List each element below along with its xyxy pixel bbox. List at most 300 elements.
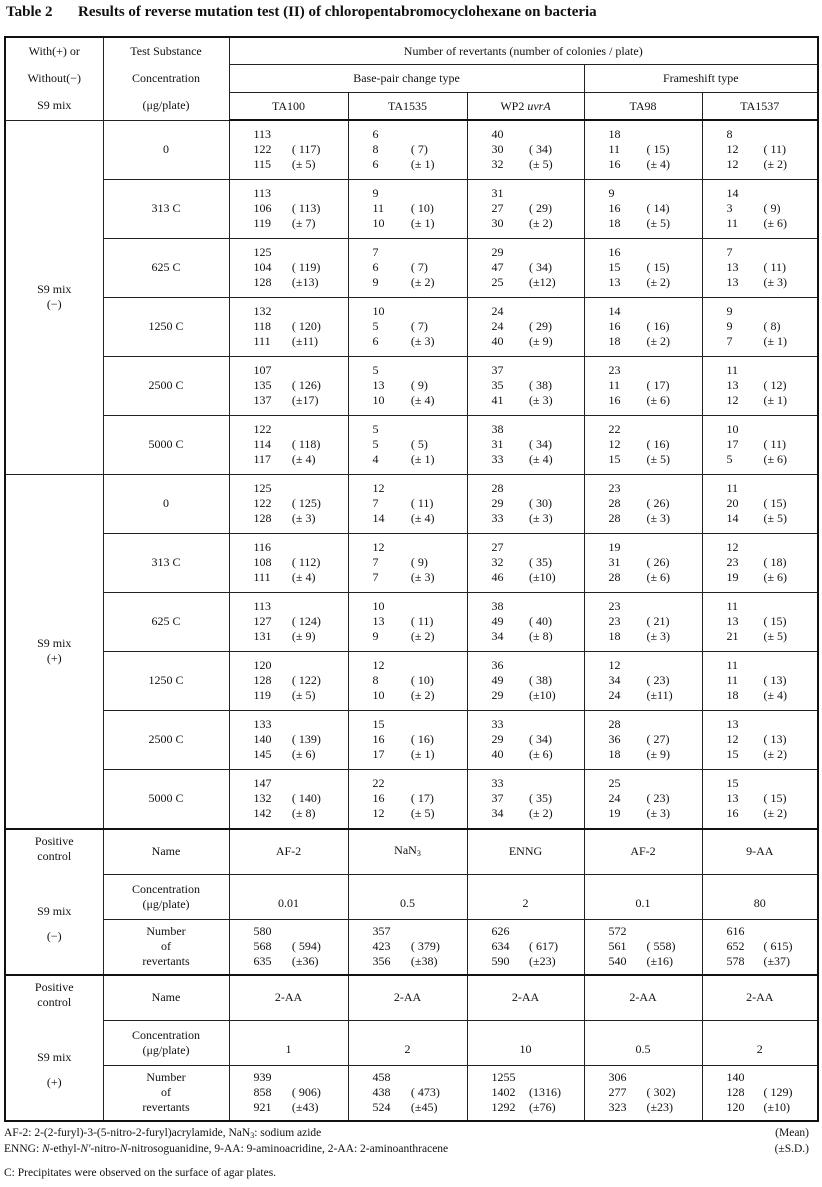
- sd-value: (± 2): [410, 688, 435, 702]
- plate-line: [492, 629, 584, 644]
- plate-line: [609, 216, 702, 231]
- plate-count: 5: [372, 437, 379, 451]
- plate-line: [727, 540, 818, 555]
- plate-count: 27: [491, 201, 504, 215]
- plate-line: [492, 260, 584, 275]
- plate-line: [727, 673, 818, 688]
- plate-line: [254, 747, 348, 762]
- num-label-text-line: Number: [146, 924, 186, 938]
- plate-count: 28: [608, 496, 621, 510]
- s9-group-text-line: (+): [46, 651, 62, 665]
- sd-value: (±17): [291, 393, 319, 407]
- plate-line: [727, 555, 818, 570]
- revertant-values: [703, 245, 818, 290]
- plate-line: [609, 157, 702, 172]
- plate-line: [609, 747, 702, 762]
- revertant-values: [468, 481, 584, 526]
- control-revertant-cell: [229, 919, 348, 975]
- plate-count: 145: [253, 747, 272, 761]
- positive-control-label: [5, 829, 103, 975]
- plate-line: [492, 319, 584, 334]
- mean-value: ( 473): [410, 1085, 440, 1099]
- revertant-cell: [702, 297, 818, 356]
- plate-line: [254, 260, 348, 275]
- mean-value: ( 30): [529, 496, 553, 510]
- plate-count: 652: [726, 939, 745, 953]
- sd-value: (± 5): [763, 629, 788, 643]
- plate-count: 107: [253, 363, 272, 377]
- plate-count: 921: [253, 1100, 272, 1114]
- revertant-cell: [584, 238, 702, 297]
- plate-line: [254, 319, 348, 334]
- concentration-cell: 1250 C: [103, 297, 229, 356]
- revertant-values: [585, 127, 702, 172]
- plate-line: [373, 599, 467, 614]
- plate-line: [727, 954, 818, 969]
- plate-count: 16: [608, 157, 621, 172]
- plate-count: 14: [726, 511, 739, 525]
- sd-value: (± 5): [291, 688, 316, 702]
- mean-value: ( 124): [291, 614, 321, 628]
- label-spacer: [6, 864, 103, 904]
- revertant-values: [468, 127, 584, 172]
- sd-value: (± 1): [763, 393, 788, 407]
- plate-count: 12: [372, 481, 385, 495]
- sd-value: (±10): [529, 570, 556, 584]
- table-number: Table 2: [6, 4, 53, 20]
- sd-value: (± 4): [291, 452, 316, 466]
- concentration-cell: 625 C: [103, 238, 229, 297]
- sd-value: (±23): [529, 954, 556, 968]
- sd-value: (±13): [291, 275, 319, 289]
- s9-header-text-line: With(+) or: [28, 44, 80, 59]
- plate-line: [609, 629, 702, 644]
- mean-value: ( 5): [410, 437, 428, 451]
- revertant-values: [585, 186, 702, 231]
- positive-s9-text-line: S9 mix: [37, 1049, 72, 1064]
- revertant-cell: [229, 651, 348, 710]
- plate-line: [373, 260, 467, 275]
- num-label-text-line: of: [161, 1085, 171, 1099]
- footnote-3: [4, 1165, 817, 1181]
- revertant-values: [585, 422, 702, 467]
- table-row: [5, 710, 818, 769]
- plate-line: [727, 791, 818, 806]
- mean-value: ( 594): [291, 939, 321, 953]
- mean-value: (1316): [529, 1085, 562, 1099]
- plate-count: 29: [491, 732, 504, 746]
- revertant-values: [468, 924, 584, 969]
- revertant-values: [585, 599, 702, 644]
- mean-value: ( 11): [763, 260, 786, 274]
- revertant-values: [349, 422, 467, 467]
- frameshift-header: Frameshift type: [584, 65, 818, 93]
- plate-count: 5: [372, 319, 379, 333]
- plate-line: [373, 570, 467, 585]
- mean-value: ( 26): [646, 555, 670, 569]
- plate-line: [254, 1085, 348, 1100]
- revertant-cell: [348, 120, 467, 179]
- plate-line: [373, 393, 467, 408]
- revertant-cell: [702, 120, 818, 179]
- plate-count: 13: [726, 275, 739, 289]
- plate-count: 12: [726, 142, 739, 157]
- s9-header-text: [6, 38, 103, 119]
- mean-value: ( 35): [529, 791, 553, 805]
- plate-count: 140: [253, 732, 272, 746]
- revertant-values: [703, 1070, 818, 1115]
- plate-count: 28: [608, 511, 621, 525]
- plate-line: [254, 245, 348, 260]
- plate-line: [609, 334, 702, 349]
- plate-line: [373, 939, 467, 954]
- plate-count: 117: [253, 452, 272, 466]
- mean-value: ( 29): [529, 319, 553, 333]
- revertant-cell: [229, 356, 348, 415]
- plate-count: 34: [491, 629, 504, 643]
- revertant-values: [468, 717, 584, 762]
- plate-count: 5: [726, 452, 733, 466]
- plate-line: [492, 555, 584, 570]
- conc-header-text-line: Concentration: [132, 71, 200, 86]
- control-revertant-cell: [348, 919, 467, 975]
- plate-line: [254, 614, 348, 629]
- sd-value: (± 1): [410, 747, 435, 761]
- plate-count: 113: [253, 186, 272, 200]
- sd-value: (±16): [646, 954, 674, 968]
- plate-count: 13: [726, 378, 739, 392]
- revertant-values: [585, 717, 702, 762]
- footnote-abbrev-2: ENNG: N-ethyl-N'-nitro-N-nitrosoguanidine, 9-AA: 9-aminoacridine, 2-AA: 2-aminoanthracene: [4, 1143, 449, 1155]
- mean-value: ( 21): [646, 614, 670, 628]
- sd-value: (± 6): [646, 393, 671, 407]
- mean-value: ( 16): [646, 319, 670, 333]
- plate-count: 128: [253, 275, 272, 289]
- mean-value: ( 8): [763, 319, 781, 333]
- plate-line: [373, 378, 467, 393]
- revertant-cell: [229, 179, 348, 238]
- plate-line: [254, 732, 348, 747]
- control-concentration: 0.1: [584, 874, 702, 919]
- plate-count: 108: [253, 555, 272, 569]
- revertant-values: [349, 924, 467, 969]
- plate-count: 128: [253, 673, 272, 687]
- revertant-values: [468, 658, 584, 703]
- plate-line: [609, 245, 702, 260]
- sd-value: (± 4): [410, 393, 435, 407]
- mean-value: ( 40): [529, 614, 553, 628]
- revertant-cell: [702, 415, 818, 474]
- plate-line: [609, 924, 702, 939]
- sd-value: (± 6): [291, 747, 316, 761]
- plate-count: 7: [372, 496, 379, 510]
- plate-line: [373, 791, 467, 806]
- control-concentration: 1: [229, 1020, 348, 1065]
- plate-count: 118: [253, 319, 272, 333]
- plate-line: [492, 673, 584, 688]
- plate-line: [254, 496, 348, 511]
- plate-line: [373, 216, 467, 231]
- mean-value: ( 26): [646, 496, 670, 510]
- plate-line: [373, 924, 467, 939]
- plate-count: 11: [726, 363, 739, 377]
- s9-group-text-line: (−): [46, 297, 62, 311]
- plate-count: 18: [608, 747, 621, 761]
- mean-value: ( 17): [410, 791, 434, 805]
- plate-count: 122: [253, 496, 272, 510]
- s9-group-text: [6, 636, 103, 666]
- mean-value: ( 118): [291, 437, 321, 451]
- plate-count: 423: [372, 939, 391, 953]
- sd-value: (± 2): [646, 334, 671, 348]
- sd-value: (± 5): [529, 157, 553, 172]
- plate-count: 12: [372, 658, 385, 672]
- plate-count: 135: [253, 378, 272, 392]
- plate-count: 13: [372, 614, 385, 628]
- revertant-cell: [467, 356, 584, 415]
- revertant-values: [703, 186, 818, 231]
- plate-count: 5: [372, 363, 379, 377]
- revertant-cell: [467, 179, 584, 238]
- plate-count: 104: [253, 260, 272, 274]
- plate-count: 8: [726, 127, 733, 142]
- plate-count: 28: [608, 717, 621, 731]
- mean-value: ( 140): [291, 791, 321, 805]
- revertant-cell: [584, 474, 702, 533]
- sd-value: (± 1): [410, 157, 435, 172]
- plate-count: 19: [726, 570, 739, 584]
- num-label-text: [104, 924, 229, 969]
- mean-value: ( 12): [763, 378, 787, 392]
- plate-count: 306: [608, 1070, 627, 1084]
- revertant-values: [230, 658, 348, 703]
- plate-count: 1402: [491, 1085, 516, 1099]
- plate-count: 7: [372, 555, 379, 569]
- s9-group-text-line: S9 mix: [37, 282, 72, 296]
- revertant-values: [703, 924, 818, 969]
- plate-count: 133: [253, 717, 272, 731]
- sd-value: (± 1): [763, 334, 788, 348]
- plate-line: [727, 939, 818, 954]
- plate-count: 29: [491, 496, 504, 510]
- plate-line: [609, 791, 702, 806]
- sd-value: (± 9): [646, 747, 671, 761]
- plate-count: 10: [372, 688, 385, 702]
- revertant-cell: [348, 356, 467, 415]
- plate-count: 12: [726, 540, 739, 554]
- mean-value: ( 119): [291, 260, 321, 274]
- plate-count: 22: [372, 776, 385, 790]
- plate-count: 18: [608, 629, 621, 643]
- plate-line: [609, 363, 702, 378]
- plate-line: [727, 614, 818, 629]
- plate-count: 38: [491, 599, 504, 613]
- conc-label-text-line: (μg/plate): [142, 1042, 190, 1057]
- plate-count: 10: [372, 393, 385, 407]
- plate-line: [254, 275, 348, 290]
- plate-line: [609, 437, 702, 452]
- plate-count: 17: [372, 747, 385, 761]
- plate-line: [727, 378, 818, 393]
- revertant-values: [585, 540, 702, 585]
- plate-line: [373, 201, 467, 216]
- plate-count: 12: [608, 658, 621, 672]
- mean-value: ( 7): [410, 319, 428, 333]
- sd-value: (± 6): [763, 216, 788, 230]
- plate-count: 116: [253, 540, 272, 554]
- mean-value: ( 112): [291, 555, 321, 569]
- table-caption: Results of reverse mutation test (II) of chloropentabromocyclohexane on bacteria: [78, 4, 597, 20]
- revertant-values: [468, 245, 584, 290]
- sd-value: (± 2): [529, 806, 553, 820]
- plate-count: 18: [726, 688, 739, 702]
- revertant-cell: [467, 710, 584, 769]
- plate-count: 3: [726, 201, 733, 215]
- plate-line: [254, 393, 348, 408]
- plate-line: [373, 806, 467, 821]
- plate-line: [609, 776, 702, 791]
- revertant-cell: [229, 533, 348, 592]
- s9-header: [5, 37, 103, 120]
- mean-value: ( 122): [291, 673, 321, 687]
- plate-line: [727, 806, 818, 821]
- plate-line: [373, 363, 467, 378]
- control-name: AF-2: [229, 829, 348, 875]
- plate-line: [609, 688, 702, 703]
- plate-count: 125: [253, 245, 272, 259]
- plate-line: [254, 717, 348, 732]
- plate-count: 12: [608, 437, 621, 451]
- plate-line: [373, 776, 467, 791]
- plate-line: [492, 806, 584, 821]
- revertant-cell: [702, 238, 818, 297]
- plate-count: 18: [608, 334, 621, 348]
- plate-count: 128: [253, 511, 272, 525]
- plate-count: 13: [726, 791, 739, 805]
- plate-line: [492, 363, 584, 378]
- revertant-cell: [229, 474, 348, 533]
- plate-line: [492, 688, 584, 703]
- table-row: [5, 1020, 818, 1065]
- plate-line: [727, 245, 818, 260]
- plate-count: 7: [726, 245, 733, 259]
- plate-count: 37: [491, 363, 504, 377]
- sd-value: (± 2): [763, 157, 788, 172]
- strain-header: TA100: [229, 93, 348, 121]
- footnote-mean: (Mean): [775, 1127, 809, 1139]
- strain-header: TA1535: [348, 93, 467, 121]
- plate-line: [492, 791, 584, 806]
- num-label-text-line: of: [161, 939, 171, 953]
- mean-value: ( 16): [646, 437, 670, 451]
- plate-line: [373, 157, 467, 172]
- conc-header-text: [104, 38, 229, 119]
- sd-value: (±10): [763, 1100, 791, 1114]
- plate-line: [727, 393, 818, 408]
- plate-line: [254, 334, 348, 349]
- plate-count: 357: [372, 924, 391, 938]
- sd-value: (± 3): [646, 806, 671, 820]
- revertant-cell: [348, 651, 467, 710]
- plate-line: [373, 245, 467, 260]
- table-row: [5, 179, 818, 238]
- plate-line: [254, 570, 348, 585]
- revertant-cell: [348, 238, 467, 297]
- s9-group-text-line: S9 mix: [37, 636, 72, 650]
- revertant-cell: [229, 120, 348, 179]
- table-row: [5, 769, 818, 829]
- control-revertant-cell: [348, 1065, 467, 1121]
- control-name: 2-AA: [229, 975, 348, 1021]
- table-row: [5, 356, 818, 415]
- revertant-cell: [348, 415, 467, 474]
- plate-line: [492, 954, 584, 969]
- sd-value: (± 2): [763, 806, 788, 820]
- plate-count: 22: [608, 422, 621, 436]
- positive-s9-text: [6, 904, 103, 944]
- plate-line: [373, 673, 467, 688]
- plate-line: [254, 378, 348, 393]
- plate-line: [609, 732, 702, 747]
- plate-count: 120: [253, 658, 272, 672]
- plate-line: [373, 452, 467, 467]
- plate-line: [373, 334, 467, 349]
- revertant-cell: [584, 297, 702, 356]
- sd-value: (±37): [763, 954, 791, 968]
- control-revertant-cell: [467, 919, 584, 975]
- plate-line: [609, 555, 702, 570]
- plate-line: [373, 1085, 467, 1100]
- revertant-values: [703, 127, 818, 172]
- plate-count: 12: [726, 732, 739, 746]
- revertant-cell: [467, 474, 584, 533]
- plate-line: [727, 1100, 818, 1115]
- plate-count: 128: [726, 1085, 745, 1099]
- sd-value: (± 8): [291, 806, 316, 820]
- plate-line: [373, 717, 467, 732]
- revertant-cell: [584, 592, 702, 651]
- plate-line: [373, 481, 467, 496]
- plate-line: [492, 614, 584, 629]
- plate-count: 9: [726, 319, 733, 333]
- concentration-cell: 313 C: [103, 533, 229, 592]
- plate-line: [492, 658, 584, 673]
- revertant-cell: [348, 769, 467, 829]
- table-row: [5, 415, 818, 474]
- mean-value: ( 34): [529, 260, 553, 274]
- revertant-cell: [702, 592, 818, 651]
- mean-value: ( 113): [291, 201, 321, 215]
- strain-header: TA98: [584, 93, 702, 121]
- revertant-cell: [467, 592, 584, 651]
- plate-line: [373, 540, 467, 555]
- table-row: [5, 829, 818, 875]
- footnote-2: [4, 1141, 817, 1157]
- plate-line: [727, 186, 818, 201]
- plate-line: [373, 1070, 467, 1085]
- plate-count: 34: [608, 673, 621, 687]
- mean-value: ( 34): [529, 732, 553, 746]
- plate-count: 572: [608, 924, 627, 938]
- plate-line: [492, 496, 584, 511]
- plate-line: [373, 954, 467, 969]
- base-pair-header: Base-pair change type: [229, 65, 584, 93]
- plate-line: [492, 452, 584, 467]
- plate-count: 11: [608, 142, 621, 157]
- revertant-values: [349, 599, 467, 644]
- plate-count: 30: [491, 216, 504, 230]
- num-label-text: [104, 1070, 229, 1115]
